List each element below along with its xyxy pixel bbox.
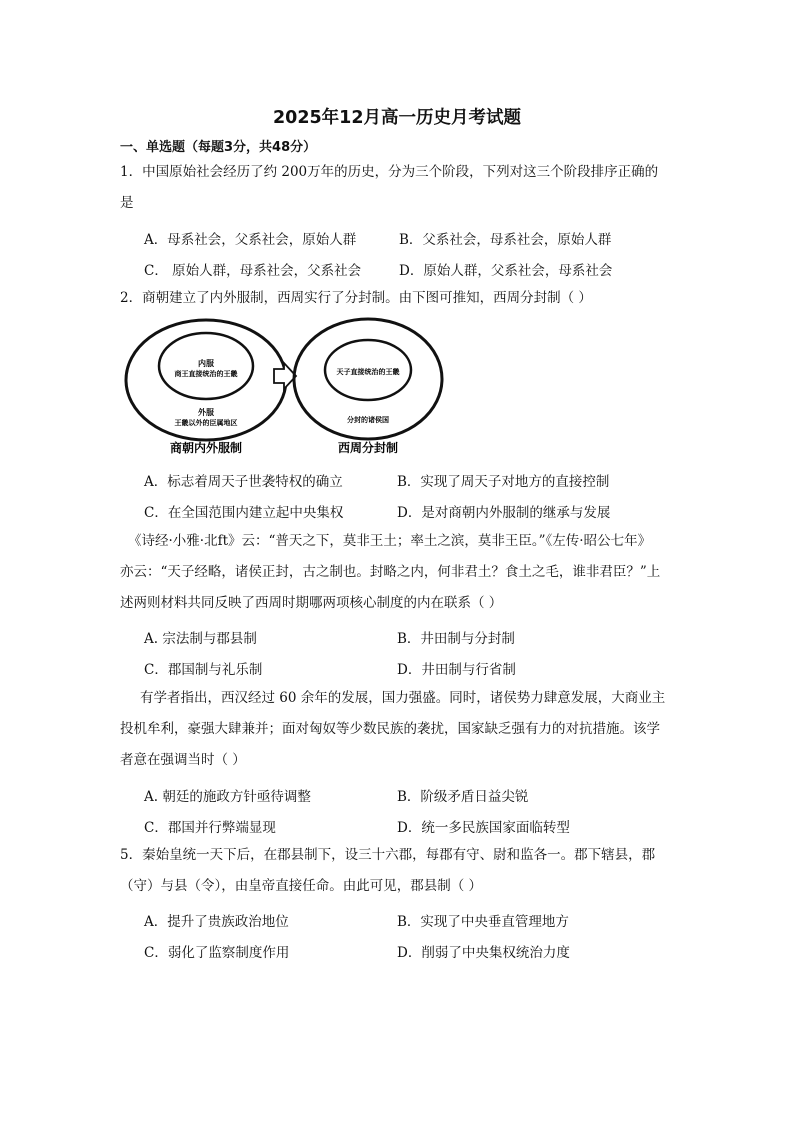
q5-option-c: C．弱化了监察制度作用: [144, 945, 290, 961]
q5-option-a: A．提升了贵族政治地位: [144, 914, 289, 930]
q4-stem-line1: 有学者指出，西汉经过 60 余年的发展，国力强盛。同时，诸侯势力肆意发展，大商业主: [140, 690, 666, 706]
q5-stem-line1: 5．秦始皇统一天下后，在郡县制下，设三十六郡，每郡有守、尉和监各一。郡下辖县，郡: [120, 847, 656, 863]
q5-stem-line2: （守）与县（令），由皇帝直接任命。由此可见，郡县制（ ）: [120, 878, 483, 894]
q4-stem-line3: 者意在强调当时（ ）: [120, 752, 246, 768]
left-outer-label-1: 外服: [198, 408, 214, 417]
q4-option-d: D．统一多民族国家面临转型: [397, 820, 570, 836]
q1-option-a: A．母系社会，父系社会，原始人群: [144, 232, 357, 248]
q1-option-c: C． 原始人群，母系社会，父系社会: [144, 263, 362, 279]
q3-option-b: B．井田制与分封制: [397, 631, 515, 647]
q3-option-a: A. 宗法制与郡县制: [144, 631, 257, 647]
left-inner-label-1: 内服: [198, 359, 214, 368]
q4-option-a: A. 朝廷的施政方针亟待调整: [144, 789, 311, 805]
q4-option-c: C．郡国并行弊端显现: [144, 820, 276, 836]
q1-option-b: B．父系社会，母系社会，原始人群: [399, 232, 612, 248]
section-heading: 一、单选题（每题3分，共48分）: [120, 140, 317, 155]
q2-option-d: D．是对商朝内外服制的继承与发展: [397, 505, 611, 521]
q3-option-d: D．井田制与行省制: [397, 662, 516, 678]
fengjian-diagram: [124, 316, 454, 460]
left-inner-label-2: 商王直接统治的王畿: [174, 370, 238, 378]
q1-stem-line1: 1．中国原始社会经历了约 200万年的历史，分为三个阶段，下列对这三个阶段排序正确的: [120, 164, 659, 180]
q3-stem-line1: 《诗经·小雅·北ft》云：“普天之下，莫非王土；率土之滨，莫非王臣。”《左传·昭公七年》: [128, 533, 652, 549]
page-title: 2025年12月高一历史月考试题: [272, 108, 522, 128]
q3-option-c: C．郡国制与礼乐制: [144, 662, 263, 678]
q3-stem-line3: 述两则材料共同反映了西周时期哪两项核心制度的内在联系（ ）: [120, 595, 503, 611]
q1-stem-line2: 是: [120, 195, 134, 211]
left-caption: 商朝内外服制: [169, 441, 243, 455]
q2-option-c: C．在全国范围内建立起中央集权: [144, 505, 344, 521]
right-inner-label: 天子直接统治的王畿: [336, 368, 400, 376]
q5-option-d: D．削弱了中央集权统治力度: [397, 945, 570, 961]
q2-option-b: B．实现了周天子对地方的直接控制: [397, 474, 610, 490]
left-outer-label-2: 王畿以外的臣属地区: [174, 419, 238, 427]
q4-option-b: B．阶级矛盾日益尖锐: [397, 789, 529, 805]
q1-option-d: D．原始人群，父系社会，母系社会: [399, 263, 613, 279]
q4-stem-line2: 投机牟利，豪强大肆兼并；面对匈奴等少数民族的袭扰，国家缺乏强有力的对抗措施。该学: [120, 721, 660, 737]
q2-stem: 2．商朝建立了内外服制，西周实行了分封制。由下图可推知，西周分封制（ ）: [120, 290, 592, 306]
q3-stem-line2: 亦云：“天子经略，诸侯正封，古之制也。封略之内，何非君土？食土之毛，谁非君臣？”上: [120, 564, 661, 580]
q2-option-a: A．标志着周天子世袭特权的确立: [144, 474, 343, 490]
right-caption: 西周分封制: [337, 441, 399, 455]
q5-option-b: B．实现了中央垂直管理地方: [397, 914, 569, 930]
right-outer-label: 分封的诸侯国: [347, 416, 389, 424]
